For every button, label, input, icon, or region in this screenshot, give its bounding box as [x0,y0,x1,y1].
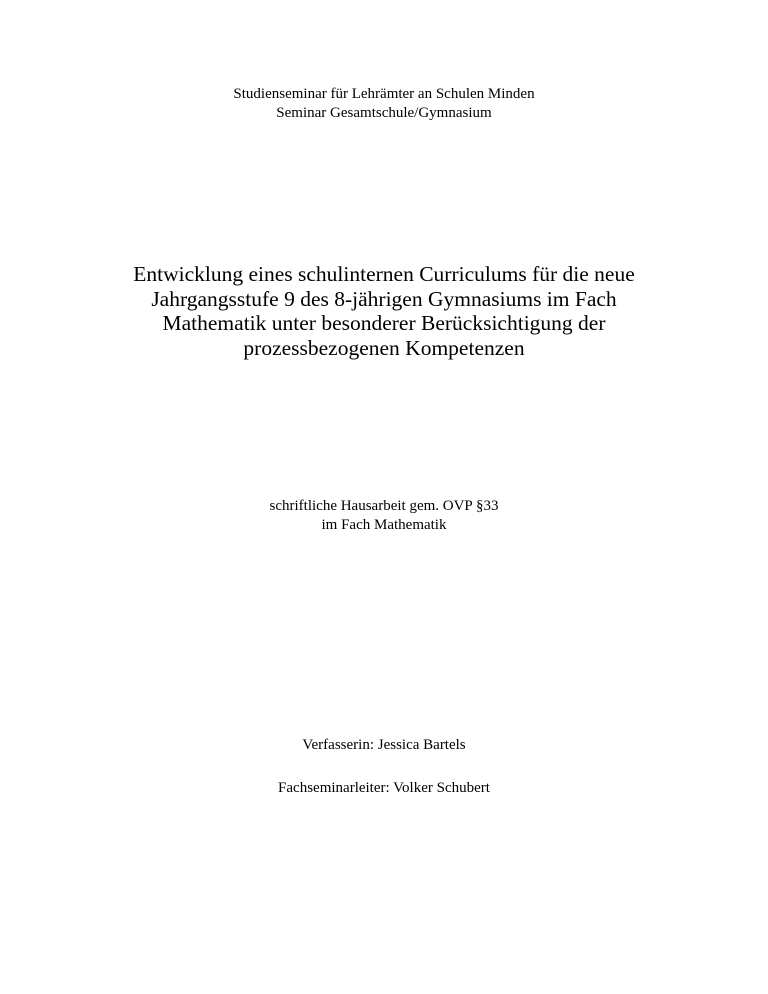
thesis-title [104,262,664,360]
subject-line: im Fach Mathematik [321,517,447,533]
seminar-name: Seminar Gesamtschule/Gymnasium [276,105,492,121]
thesis-title-line: Entwicklung eines schulinternen Curriculums für die neue [133,262,635,286]
thesis-type [0,497,768,535]
thesis-title-line: Jahrgangsstufe 9 des 8-jährigen Gymnasiums im Fach [151,286,617,311]
thesis-title-line: Mathematik unter besonderer Berücksichtigung der [162,311,606,335]
thesis-title-line: prozessbezogenen Kompetenzen [243,335,525,360]
author: Verfasserin: Jessica Bartels [302,737,466,753]
institution-header [0,85,768,123]
supervisor: Fachseminarleiter: Volker Schubert [278,780,490,796]
thesis-type-line: schriftliche Hausarbeit gem. OVP §33 [269,498,499,514]
institution-name: Studienseminar für Lehrämter an Schulen Minden [233,86,535,102]
